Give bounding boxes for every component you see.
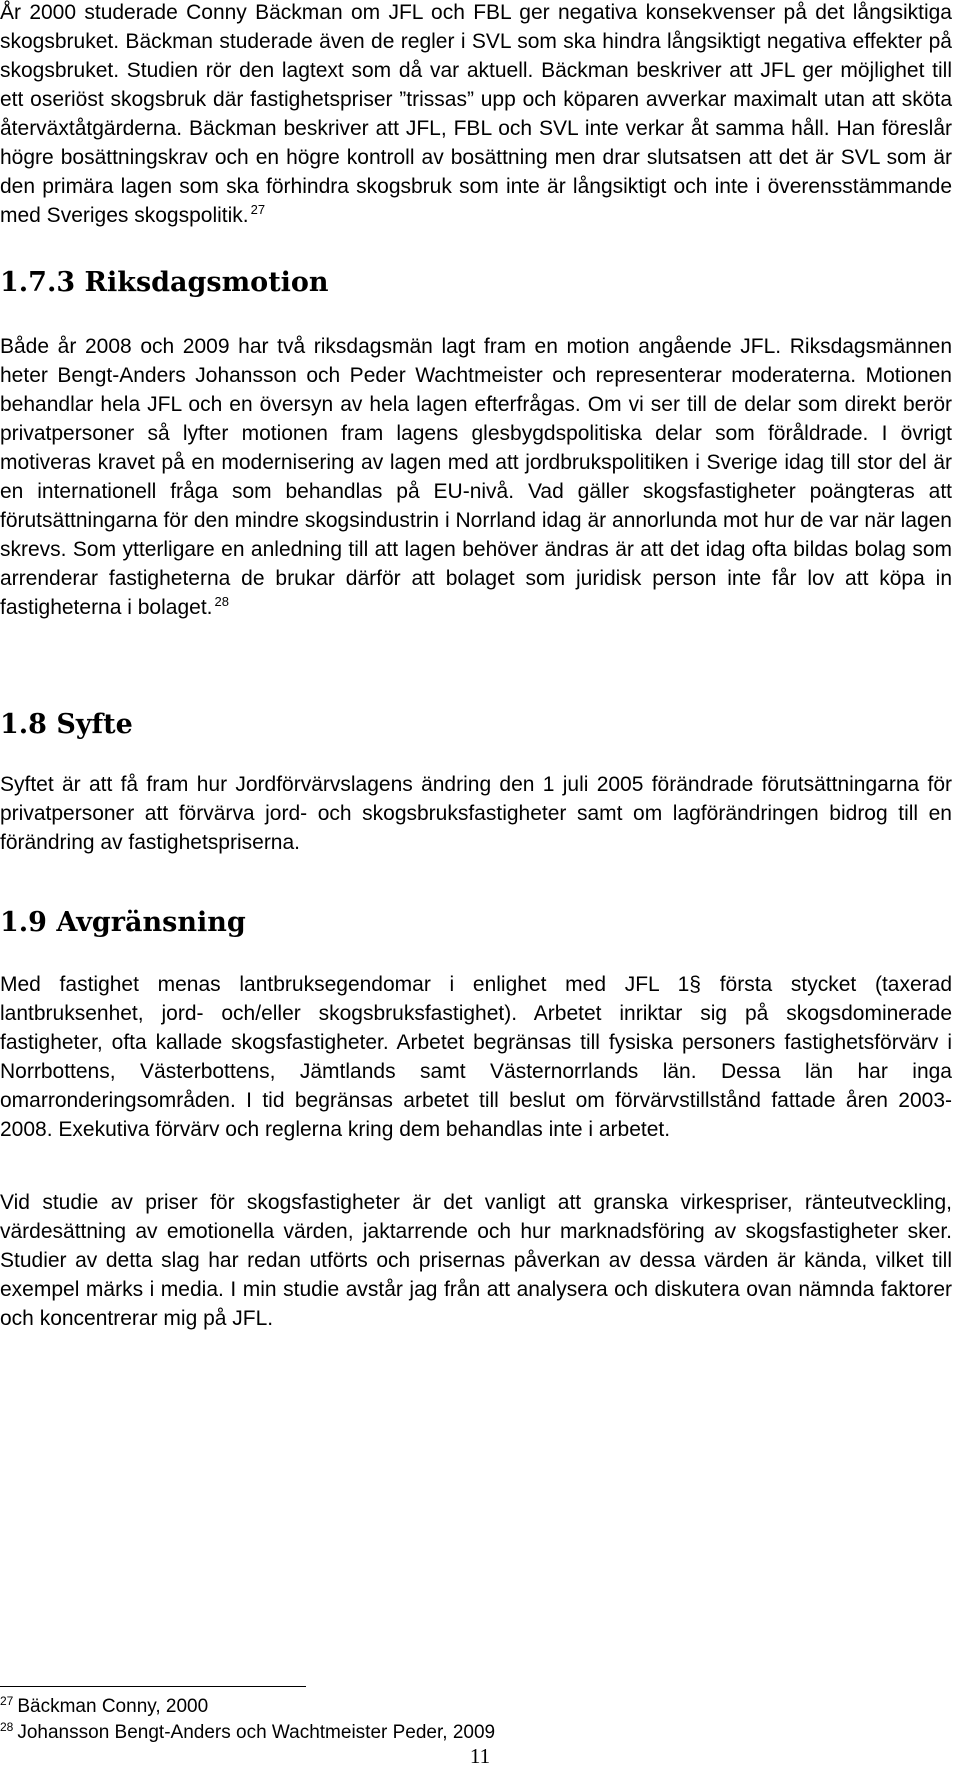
paragraph-syfte: Syftet är att få fram hur Jordförvärvslagens ändring den 1 juli 2005 förändrade förutsättningarna för privatpersoner att förvärva jord- och skogsbruksfastigheter samt om lagförändringen bidrog till en förändring av fastighetspriserna. xyxy=(0,773,952,854)
paragraph-text: Både år 2008 och 2009 har två riksdagsmän lagt fram en motion angående JFL. Riksdagsmännen heter Bengt-Anders Johansson och Peder Wachtmeister och representerar moderaterna. Motionen behandlar hela JFL och en översyn av hela lagen efterfrågas. Om vi ser till de delar som direkt berör privatpersoner så lyfter motionen fram lagens glesbygdspolitiska delar som föråldrade. I övrigt motiveras kravet på en modernisering av lagen med att jordbrukspolitiken i Sverige idag till stor del är en internationell fråga som behandlas på EU-nivå. Vad gäller skogsfastigheter poängteras att förutsättningarna för den mindre skogsindustrin i Norrland idag är annorlunda mot hur de var när lagen skrevs. Som ytterligare en anledning till att lagen behöver ändras är att det idag ofta bildas bolag som arrenderar fastigheterna de brukar därför att bolaget som juridisk person inte får lov att köpa in fastigheterna i bolaget. xyxy=(0,335,952,619)
footnote-number: 28 xyxy=(0,1719,14,1734)
page-number: 11 xyxy=(469,1744,491,1768)
section-heading-avgransning: 1.9 Avgränsning xyxy=(0,907,246,938)
section-heading-riksdagsmotion: 1.7.3 Riksdagsmotion xyxy=(0,267,329,298)
paragraph-text: År 2000 studerade Conny Bäckman om JFL och FBL ger negativa konsekvenser på det långsiktiga skogsbruket. Bäckman studerade även de regler i SVL som ska hindra långsiktigt negativa effekter på skogsbruket. Studien rör den lagtext som då var aktuell. Bäckman beskriver att JFL ger möjlighet till ett oseriöst skogsbruk där fastighetspriser ”trissas” upp och köparen avverkar maximalt utan att sköta återväxtåtgärderna. Bäckman beskriver att JFL, FBL och SVL inte verkar åt samma håll. Han föreslår högre bosättningskrav och en högre kontroll av bosättning men drar slutsatsen att det är SVL som är den primära lagen som ska förhindra skogsbruk som inte är långsiktigt och inte i överensstämmande med Sveriges skogspolitik. xyxy=(0,1,952,227)
footnote-text: Bäckman Conny, 2000 xyxy=(17,1696,209,1717)
footnote-number: 27 xyxy=(0,1693,14,1708)
footnote-27 xyxy=(0,1694,208,1720)
paragraph-prisstudie: Vid studie av priser för skogsfastigheter är det vanligt att granska virkespriser, ränteutveckling, värdesättning av emotionella värden, jaktarrende och hur marknadsföring av skogsfastigheter sker. Studier av detta slag har redan utförts och prisernas påverkan av dessa värden är kända, vilket till exempel märks i media. I min studie avstår jag från att analysera och diskutera ovan nämnda faktorer och koncentrerar mig på JFL. xyxy=(0,1191,952,1330)
paragraph-backman-study xyxy=(0,0,952,230)
section-heading-syfte: 1.8 Syfte xyxy=(0,709,133,740)
paragraph-riksdagsmotion xyxy=(0,332,952,622)
paragraph-avgransning: Med fastighet menas lantbruksegendomar i enlighet med JFL 1§ första stycket (taxerad lantbruksenhet, jord- och/eller skogsbruksfastighet). Arbetet inriktar sig på skogsdominerade fastigheter, ofta kallade skogsfastigheter. Arbetet begränsas till fysiska personers fastighetsförvärv i Norrbottens, Västerbottens, Jämtlands samt Västernorrlands län. Dessa län har inga omarronderingsområden. I tid begränsas arbetet till beslut om förvärvstillstånd fattade åren 2003-2008. Exekutiva förvärv och reglerna kring dem behandlas inte i arbetet. xyxy=(0,973,952,1141)
footnote-text: Johansson Bengt-Anders och Wachtmeister Peder, 2009 xyxy=(17,1722,496,1743)
footnote-reference[interactable]: 27 xyxy=(250,202,266,217)
footnote-reference[interactable]: 28 xyxy=(214,594,229,609)
footnote-separator xyxy=(0,1686,306,1687)
